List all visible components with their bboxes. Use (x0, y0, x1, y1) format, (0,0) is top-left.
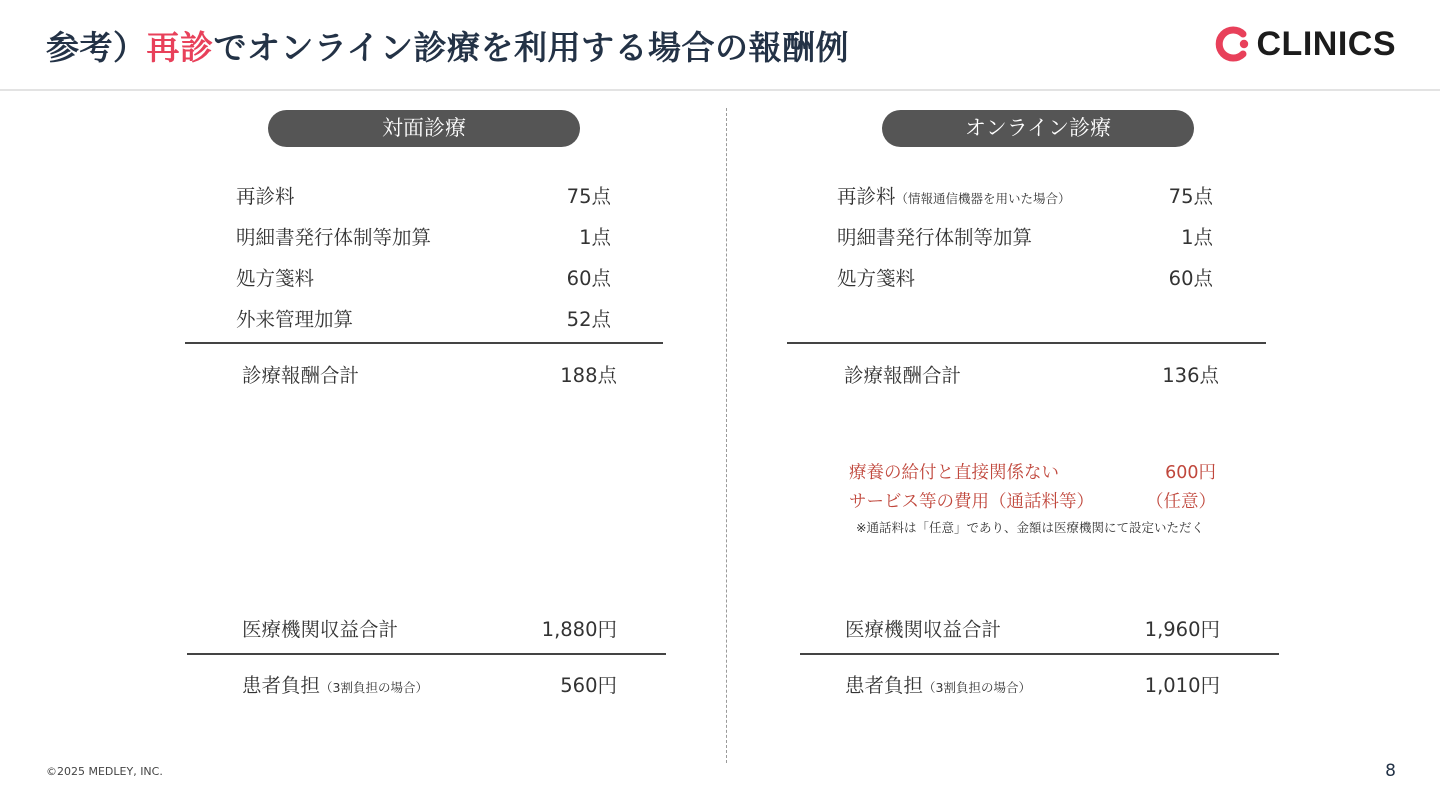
left-burden-label-row (242, 670, 428, 698)
right-item-value: 1点 (1181, 226, 1213, 249)
right-revenue-value: 1,960円 (1144, 618, 1220, 641)
left-burden-value: 560円 (560, 674, 617, 697)
page-title (46, 22, 849, 69)
title-accent: 再診 (146, 28, 214, 67)
right-burden-rule (800, 653, 1279, 655)
right-item-note: （情報通信機器を用いた場合） (895, 191, 1071, 206)
left-revenue-label: 医療機関収益合計 (242, 618, 399, 641)
left-item-label: 外来管理加算 (236, 308, 354, 331)
extra-cost-value-1: 600円 (1165, 463, 1216, 483)
right-revenue-label: 医療機関収益合計 (845, 618, 1002, 641)
right-burden-label-row (845, 670, 1031, 698)
right-item-label: 処方箋料 (837, 267, 916, 290)
right-item-label: 明細書発行体制等加算 (837, 226, 1033, 249)
right-item-value: 75点 (1168, 185, 1213, 208)
left-item-value: 52点 (566, 308, 611, 331)
right-item-label: 再診料 (837, 185, 896, 208)
left-burden-note: （3割負担の場合） (320, 680, 428, 695)
extra-cost-value-2: （任意） (1146, 492, 1216, 512)
left-item-value: 75点 (566, 185, 611, 208)
title-prefix: 参考） (46, 28, 147, 67)
title-suffix: でオンライン診療を利用する場合の報酬例 (213, 28, 850, 67)
left-item-value: 60点 (566, 267, 611, 290)
logo-text: CLINICS (1256, 24, 1396, 63)
extra-cost-label-1: 療養の給付と直接関係ない (849, 463, 1059, 483)
left-item-label: 明細書発行体制等加算 (236, 226, 432, 249)
right-total-label: 診療報酬合計 (844, 364, 962, 387)
left-revenue-value: 1,880円 (541, 618, 617, 641)
extra-cost-label-2: サービス等の費用（通話料等） (849, 492, 1094, 512)
left-total-label: 診療報酬合計 (242, 364, 360, 387)
left-burden-rule (187, 653, 666, 655)
right-burden-note: （3割負担の場合） (923, 680, 1031, 695)
right-item-value: 60点 (1168, 267, 1213, 290)
pill-in-person: 対面診療 (268, 110, 580, 147)
right-burden-value: 1,010円 (1144, 674, 1220, 697)
right-total-value: 136点 (1162, 364, 1219, 387)
pill-online: オンライン診療 (882, 110, 1194, 147)
copyright: ©2025 MEDLEY, INC. (46, 765, 163, 778)
header-divider (0, 89, 1440, 91)
extra-cost-note: ※通話料は「任意」であり、金額は医療機関にて設定いただく (856, 520, 1204, 535)
clinics-logo (1213, 24, 1397, 64)
right-item-label-row (837, 181, 1071, 209)
right-total-rule (787, 342, 1266, 344)
left-item-label: 再診料 (236, 185, 295, 208)
right-burden-label: 患者負担 (845, 674, 924, 697)
clinics-logo-icon (1213, 25, 1251, 63)
left-burden-label: 患者負担 (242, 674, 321, 697)
left-item-value: 1点 (579, 226, 611, 249)
column-divider (726, 108, 727, 763)
left-total-rule (185, 342, 663, 344)
page-number: 8 (1385, 761, 1396, 781)
left-total-value: 188点 (560, 364, 617, 387)
left-item-label: 処方箋料 (236, 267, 315, 290)
